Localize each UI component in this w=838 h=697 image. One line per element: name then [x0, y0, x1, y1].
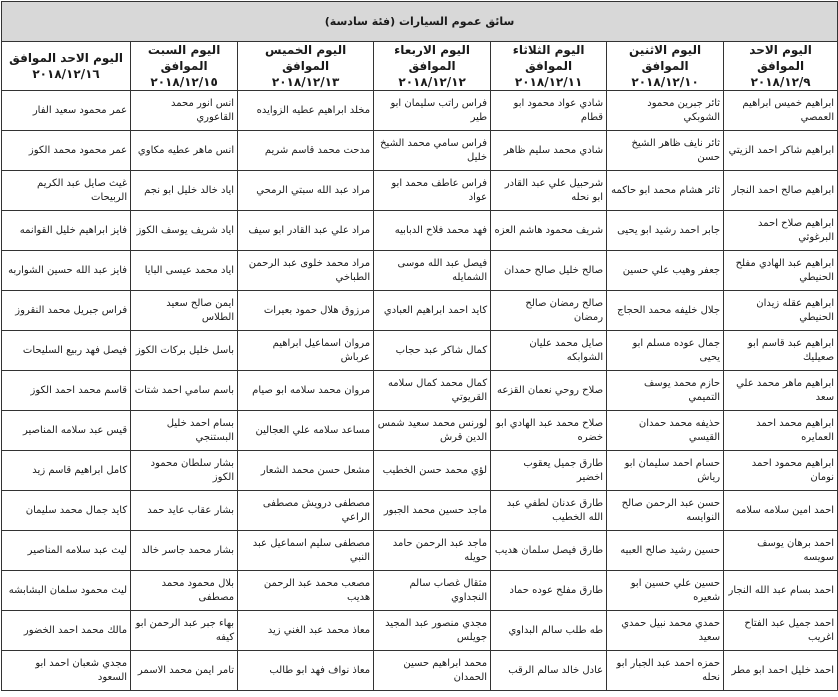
column-day-label: اليوم الاحد الموافق [9, 51, 123, 65]
table-row [2, 651, 838, 691]
driver-name-cell: انس انور محمد القاعوري [131, 91, 238, 131]
driver-name-cell: عادل خالد سالم الرقب [491, 651, 607, 691]
driver-name-cell: مصطفى درويش مصطفى الراعي [238, 491, 374, 531]
column-date-label: ٢٠١٨/١٢/١٣ [271, 75, 340, 89]
driver-name-cell: قاسم محمد احمد الكوز [2, 371, 131, 411]
column-header-row [2, 42, 838, 91]
table-row [2, 291, 838, 331]
driver-name-cell: اياد محمد عيسى البايا [131, 251, 238, 291]
driver-name-cell: طه طلب سالم البداوي [491, 611, 607, 651]
driver-name-cell: ابراهيم عبد الهادي مفلح الحنيطي [724, 251, 838, 291]
driver-name-cell: حسام احمد سليمان ابو رياش [607, 451, 724, 491]
driver-name-cell: حسين علي حسين ابو شعيره [607, 571, 724, 611]
driver-name-cell: انس ماهر عطيه مكاوي [131, 131, 238, 171]
driver-name-cell: احمد خليل احمد ابو مطر [724, 651, 838, 691]
driver-name-cell: بهاء جبر عبد الرحمن ابو كيفه [131, 611, 238, 651]
driver-name-cell: مروان محمد سلامه ابو صيام [238, 371, 374, 411]
table-row [2, 91, 838, 131]
driver-name-cell: مرزوق هلال حمود بعيرات [238, 291, 374, 331]
driver-name-cell: عمر محمود محمد الكوز [2, 131, 131, 171]
driver-name-cell: بشار عقاب عايد حمد [131, 491, 238, 531]
schedule-body [2, 91, 838, 691]
driver-name-cell: فراس راتب سليمان ابو طير [374, 91, 491, 131]
driver-name-cell: حازم محمد يوسف التميمي [607, 371, 724, 411]
column-header [491, 42, 607, 91]
driver-name-cell: مراد محمد خلوى عبد الرحمن الطباخي [238, 251, 374, 291]
driver-name-cell: ثائر جبرين محمود الشوبكي [607, 91, 724, 131]
driver-name-cell: صلاح محمد عبد الهادي ابو خضره [491, 411, 607, 451]
driver-name-cell: جابر احمد رشيد ابو يحيى [607, 211, 724, 251]
column-header [724, 42, 838, 91]
duty-schedule-table [1, 1, 838, 691]
driver-name-cell: مراد علي عبد القادر ابو سيف [238, 211, 374, 251]
driver-name-cell: ليث محمود سلمان البشابشه [2, 571, 131, 611]
driver-name-cell: مثقال غصاب سالم النجداوي [374, 571, 491, 611]
table-row [2, 251, 838, 291]
driver-name-cell: فراس جبريل محمد النقروز [2, 291, 131, 331]
table-row [2, 451, 838, 491]
driver-name-cell: بشار محمد جاسر خالد [131, 531, 238, 571]
table-row [2, 331, 838, 371]
driver-name-cell: فراس سامي محمد الشيخ خليل [374, 131, 491, 171]
driver-name-cell: ابراهيم ماهر محمد علي سعد [724, 371, 838, 411]
driver-name-cell: ماجد حسين محمد الجبور [374, 491, 491, 531]
table-row [2, 491, 838, 531]
driver-name-cell: شادي محمد سليم ظاهر [491, 131, 607, 171]
driver-name-cell: طارق فيصل سلمان هديب [491, 531, 607, 571]
column-date-label: ٢٠١٨/١٢/١٠ [631, 75, 699, 89]
driver-name-cell: مشعل حسن محمد الشعار [238, 451, 374, 491]
table-row [2, 531, 838, 571]
driver-name-cell: ثائر نايف ظاهر الشيخ حسن [607, 131, 724, 171]
driver-name-cell: كايد جمال محمد سليمان [2, 491, 131, 531]
driver-name-cell: كمال محمد كمال سلامه القريوتي [374, 371, 491, 411]
driver-name-cell: احمد بسام عبد الله النجار [724, 571, 838, 611]
driver-name-cell: لورنس محمد سعيد شمس الدين قرش [374, 411, 491, 451]
driver-name-cell: كايد احمد ابراهيم العبادي [374, 291, 491, 331]
driver-name-cell: مروان اسماعيل ابراهيم عرباش [238, 331, 374, 371]
driver-name-cell: ابراهيم صالح احمد النجار [724, 171, 838, 211]
driver-name-cell: مجدي شعبان احمد ابو السعود [2, 651, 131, 691]
driver-name-cell: مدحت محمد قاسم شريم [238, 131, 374, 171]
driver-name-cell: مساعد سلامه علي العجالين [238, 411, 374, 451]
driver-name-cell: جمال عوده مسلم ابو يحيى [607, 331, 724, 371]
table-row [2, 131, 838, 171]
driver-name-cell: قيس عبد سلامه المناصير [2, 411, 131, 451]
driver-name-cell: بلال محمود محمد مصطفى [131, 571, 238, 611]
driver-name-cell: باسل خليل بركات الكوز [131, 331, 238, 371]
driver-name-cell: كامل ابراهيم قاسم زيد [2, 451, 131, 491]
driver-name-cell: مخلد ابراهيم عطيه الزوايده [238, 91, 374, 131]
driver-name-cell: صايل محمد عليان الشوابكه [491, 331, 607, 371]
driver-name-cell: صلاح روحي نعمان القزعه [491, 371, 607, 411]
driver-name-cell: فهد محمد فلاح الدبابيه [374, 211, 491, 251]
column-date-label: ٢٠١٨/١٢/١٥ [150, 75, 218, 89]
driver-name-cell: حمدي محمد نبيل حمدي سعيد [607, 611, 724, 651]
column-header [374, 42, 491, 91]
driver-name-cell: اياد شريف يوسف الكوز [131, 211, 238, 251]
driver-name-cell: صالح خليل صالح حمدان [491, 251, 607, 291]
driver-name-cell: فيصل عبد الله موسى الشمايله [374, 251, 491, 291]
driver-name-cell: جعفر وهيب علي حسين [607, 251, 724, 291]
driver-name-cell: مصعب محمد عبد الرحمن هديب [238, 571, 374, 611]
table-row [2, 371, 838, 411]
driver-name-cell: فايز ابراهيم خليل القوانمه [2, 211, 131, 251]
driver-name-cell: ايمن صالح سعيد الطلاس [131, 291, 238, 331]
column-date-label: ٢٠١٨/١٢/٩ [750, 75, 811, 89]
table-row [2, 171, 838, 211]
column-day-label: اليوم الاربعاء الموافق [394, 43, 471, 73]
column-day-label: اليوم الاحد الموافق [749, 43, 812, 73]
column-header [238, 42, 374, 91]
driver-name-cell: طارق مفلح عوده حماد [491, 571, 607, 611]
column-date-label: ٢٠١٨/١٢/١٢ [398, 75, 466, 89]
driver-name-cell: حمزه احمد عبد الجبار ابو نحله [607, 651, 724, 691]
column-date-label: ٢٠١٨/١٢/١١ [514, 75, 583, 89]
driver-name-cell: احمد جميل عبد الفتاح اغريب [724, 611, 838, 651]
driver-name-cell: ابراهيم محمود احمد نومان [724, 451, 838, 491]
driver-name-cell: ابراهيم عقله زيدان الحنيطي [724, 291, 838, 331]
driver-name-cell: صالح رمضان صالح رمضان [491, 291, 607, 331]
driver-name-cell: باسم سامي احمد شتات [131, 371, 238, 411]
driver-name-cell: ليث عبد سلامه المناصير [2, 531, 131, 571]
driver-name-cell: حسين رشيد صالح العبيه [607, 531, 724, 571]
driver-name-cell: شرحبيل علي عبد القادر ابو نحله [491, 171, 607, 211]
column-day-label: اليوم الخميس الموافق [265, 43, 347, 73]
driver-name-cell: كمال شاكر عبد حجاب [374, 331, 491, 371]
driver-name-cell: بشار سلطان محمود الكوز [131, 451, 238, 491]
driver-name-cell: فراس عاطف محمد ابو عواد [374, 171, 491, 211]
driver-name-cell: بسام احمد خليل البستنجي [131, 411, 238, 451]
column-day-label: اليوم السبت الموافق [147, 43, 221, 73]
driver-name-cell: احمد برهان يوسف سويسه [724, 531, 838, 571]
driver-name-cell: طارق عدنان لطفي عبد الله الخطيب [491, 491, 607, 531]
column-date-label: ٢٠١٨/١٢/١٦ [32, 67, 100, 81]
driver-name-cell: حسن عبد الرحمن صالح النوايسه [607, 491, 724, 531]
driver-name-cell: اياد خالد خليل ابو نجم [131, 171, 238, 211]
group-header: سائق عموم السيارات (فئة سادسة) [2, 2, 838, 42]
driver-name-cell: غيث صايل عبد الكريم الربيحات [2, 171, 131, 211]
column-day-label: اليوم الاثنين الموافق [629, 43, 702, 73]
driver-name-cell: لؤي محمد حسن الخطيب [374, 451, 491, 491]
driver-name-cell: ابراهيم خميس ابراهيم العمصي [724, 91, 838, 131]
driver-name-cell: محمد ابراهيم حسين الحمدان [374, 651, 491, 691]
driver-name-cell: ماجد عبد الرحمن حامد حويله [374, 531, 491, 571]
group-header-row [2, 2, 838, 42]
column-header [2, 42, 131, 91]
driver-name-cell: تامر ايمن محمد الاسمر [131, 651, 238, 691]
driver-name-cell: ابراهيم محمد احمد العمايره [724, 411, 838, 451]
driver-name-cell: عمر محمود سعيد الفار [2, 91, 131, 131]
driver-name-cell: مالك محمد احمد الخضور [2, 611, 131, 651]
driver-name-cell: ابراهيم عبد قاسم ابو صعيليك [724, 331, 838, 371]
driver-name-cell: حذيفه محمد حمدان القيسي [607, 411, 724, 451]
column-header [131, 42, 238, 91]
driver-name-cell: مجدي منصور عبد المجيد جويلس [374, 611, 491, 651]
driver-name-cell: معاذ محمد عبد الغني زيد [238, 611, 374, 651]
driver-name-cell: جلال خليفه محمد الحجاج [607, 291, 724, 331]
table-row [2, 211, 838, 251]
driver-name-cell: طارق جميل يعقوب اخضير [491, 451, 607, 491]
table-row [2, 411, 838, 451]
driver-name-cell: ابراهيم شاكر احمد الزيتي [724, 131, 838, 171]
column-header [607, 42, 724, 91]
driver-name-cell: مصطفى سليم اسماعيل عبد النبي [238, 531, 374, 571]
driver-name-cell: احمد امين سلامه سلامه [724, 491, 838, 531]
driver-name-cell: معاذ نواف فهد ابو طالب [238, 651, 374, 691]
driver-name-cell: مراد عبد الله سبتي الرمحي [238, 171, 374, 211]
table-row [2, 611, 838, 651]
driver-name-cell: شادي عواد محمود ابو قطام [491, 91, 607, 131]
driver-name-cell: شريف محمود هاشم العزه [491, 211, 607, 251]
driver-name-cell: فايز عبد الله حسين الشواربه [2, 251, 131, 291]
column-day-label: اليوم الثلاثاء الموافق [512, 43, 585, 73]
table-row [2, 571, 838, 611]
driver-name-cell: فيصل فهد ربيع السليحات [2, 331, 131, 371]
driver-name-cell: ثائر هشام محمد ابو حاكمه [607, 171, 724, 211]
driver-name-cell: ابراهيم صلاح احمد البرغوثي [724, 211, 838, 251]
